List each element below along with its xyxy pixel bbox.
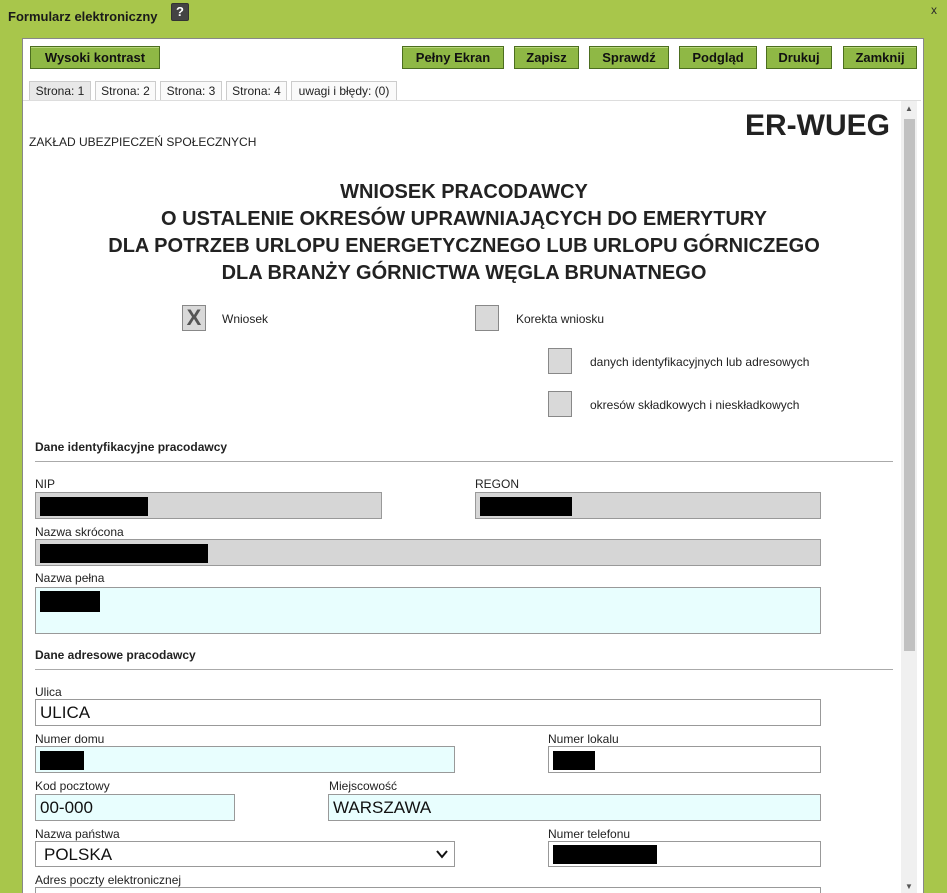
- form-panel: [22, 38, 924, 893]
- wniosek-checkbox[interactable]: X: [182, 305, 206, 331]
- redaction-box: [40, 497, 148, 516]
- postal-code-field[interactable]: [35, 794, 235, 821]
- regon-label: REGON: [475, 477, 520, 491]
- redaction-box: [40, 591, 100, 612]
- institution-name: ZAKŁAD UBEZPIECZEŃ SPOŁECZNYCH: [29, 135, 257, 149]
- tab-page-1[interactable]: Strona: 1: [29, 81, 91, 100]
- tab-errors[interactable]: uwagi i błędy: (0): [291, 81, 397, 100]
- heading-line-1: WNIOSEK PRACODAWCY: [340, 181, 588, 203]
- close-button[interactable]: Zamknij: [843, 46, 917, 69]
- flat-number-field[interactable]: [548, 746, 821, 773]
- scroll-up-icon[interactable]: ▲: [905, 104, 913, 113]
- redaction-box: [40, 751, 84, 770]
- flat-number-label: Numer lokalu: [548, 732, 619, 746]
- redaction-box: [480, 497, 572, 516]
- tab-page-3[interactable]: Strona: 3: [160, 81, 222, 100]
- short-name-field[interactable]: [35, 539, 821, 566]
- korekta-label: Korekta wniosku: [516, 312, 605, 326]
- section-divider: [35, 461, 893, 462]
- full-name-label: Nazwa pełna: [35, 571, 105, 585]
- wniosek-label: Wniosek: [222, 312, 269, 326]
- scroll-down-icon[interactable]: ▼: [905, 882, 913, 891]
- redaction-box: [553, 845, 657, 864]
- form-content: [23, 101, 901, 893]
- country-select[interactable]: [35, 841, 455, 867]
- title-bar: [0, 0, 947, 28]
- heading-line-3: DLA POTRZEB URLOPU ENERGETYCZNEGO LUB URLOPU GÓRNICZEGO: [108, 235, 820, 257]
- city-field[interactable]: [328, 794, 821, 821]
- regon-field[interactable]: [475, 492, 821, 519]
- house-number-label: Numer domu: [35, 732, 105, 746]
- country-value: POLSKA: [44, 845, 113, 864]
- city-value: WARSZAWA: [333, 798, 432, 817]
- save-button[interactable]: Zapisz: [514, 46, 579, 69]
- preview-button[interactable]: Podgląd: [679, 46, 757, 69]
- korekta-dane-checkbox[interactable]: [548, 348, 572, 374]
- email-label: Adres poczty elektronicznej: [35, 873, 182, 887]
- check-button[interactable]: Sprawdź: [589, 46, 669, 69]
- vertical-scrollbar[interactable]: [901, 101, 917, 893]
- country-label: Nazwa państwa: [35, 827, 120, 841]
- korekta-checkbox[interactable]: [475, 305, 499, 331]
- fullscreen-button[interactable]: Pełny Ekran: [402, 46, 504, 69]
- form-code: ER-WUEG: [745, 109, 890, 142]
- korekta-okresy-label: okresów składkowych i nieskładkowych: [590, 398, 800, 412]
- heading-line-2: O USTALENIE OKRESÓW UPRAWNIAJĄCYCH DO EMERYTURY: [161, 208, 767, 230]
- redaction-box: [553, 751, 595, 770]
- postal-code-label: Kod pocztowy: [35, 779, 110, 793]
- chevron-down-icon: [436, 848, 448, 862]
- city-label: Miejscowość: [329, 779, 398, 793]
- high-contrast-button[interactable]: Wysoki kontrast: [30, 46, 160, 69]
- section-identification: Dane identyfikacyjne pracodawcy: [35, 440, 228, 454]
- tab-page-4[interactable]: Strona: 4: [226, 81, 287, 100]
- tab-page-2[interactable]: Strona: 2: [95, 81, 156, 100]
- scroll-thumb[interactable]: [904, 119, 915, 651]
- form-heading: [23, 179, 901, 287]
- korekta-dane-label: danych identyfikacyjnych lub adresowych: [590, 355, 810, 369]
- redaction-box: [40, 544, 208, 563]
- street-value: ULICA: [40, 703, 91, 722]
- close-icon[interactable]: x: [931, 3, 937, 17]
- korekta-okresy-checkbox[interactable]: [548, 391, 572, 417]
- street-field[interactable]: [35, 699, 821, 726]
- print-button[interactable]: Drukuj: [766, 46, 832, 69]
- phone-label: Numer telefonu: [548, 827, 631, 841]
- house-number-field[interactable]: [35, 746, 455, 773]
- phone-field[interactable]: [548, 841, 821, 867]
- help-icon[interactable]: ?: [171, 3, 189, 21]
- short-name-label: Nazwa skrócona: [35, 525, 124, 539]
- heading-line-4: DLA BRANŻY GÓRNICTWA WĘGLA BRUNATNEGO: [221, 262, 707, 284]
- nip-label: NIP: [35, 477, 56, 491]
- postal-code-value: 00-000: [40, 798, 93, 817]
- section-divider: [35, 669, 893, 670]
- window-title: Formularz elektroniczny: [8, 9, 158, 24]
- email-field[interactable]: [35, 887, 821, 893]
- nip-field[interactable]: [35, 492, 382, 519]
- full-name-field[interactable]: [35, 587, 821, 634]
- section-address: Dane adresowe pracodawcy: [35, 648, 196, 662]
- street-label: Ulica: [35, 685, 62, 699]
